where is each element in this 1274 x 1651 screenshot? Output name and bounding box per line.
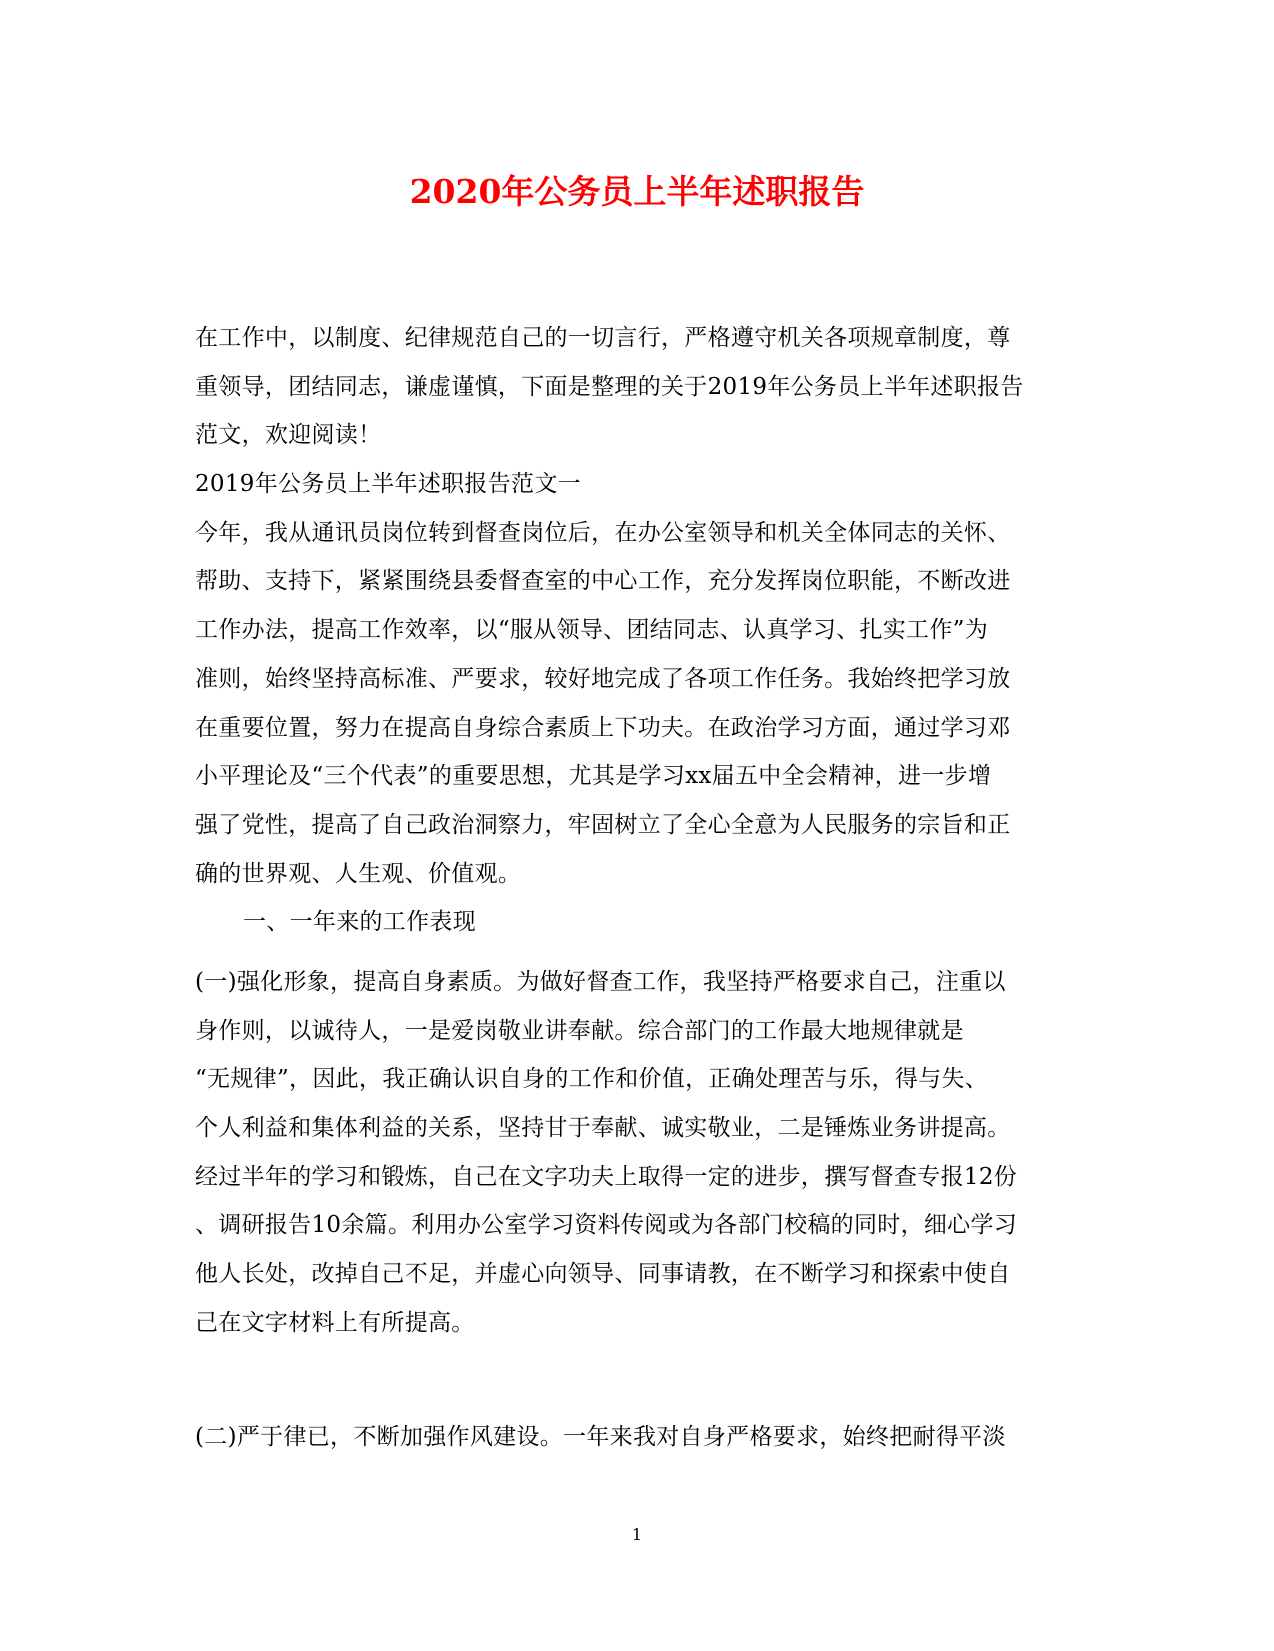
text-line: 工作办法，提高工作效率，以“服从领导、团结同志、认真学习、扎实工作”为 [195, 617, 989, 644]
text-line: (二)严于律已，不断加强作风建设。一年来我对自身严格要求，始终把耐得平淡 [195, 1424, 1006, 1450]
text-line: “无规律”，因此，我正确认识自身的工作和价值，正确处理苦与乐，得与失、 [195, 1066, 989, 1093]
text-line: 重领导，团结同志，谦虚谨慎，下面是整理的关于2019年公务员上半年述职报告 [195, 373, 1024, 400]
text-line: 他人长处，改掉自己不足，并虚心向领导、同事请教，在不断学习和探索中使自 [195, 1261, 1011, 1288]
paragraph-section-2 [195, 1413, 1075, 1462]
text-line: 个人利益和集体利益的关系，坚持甘于奉献、诚实敬业，二是锤炼业务讲提高。 [195, 1115, 1011, 1142]
document-title: 2020年公务员上半年述职报告 [409, 172, 865, 211]
page-number: 1 [631, 1525, 643, 1544]
text-line: 己在文字材料上有所提高。 [195, 1309, 475, 1336]
text-line: 在工作中，以制度、纪律规范自己的一切言行，严格遵守机关各项规章制度，尊 [195, 325, 1011, 351]
text-line: 在重要位置，努力在提高自身综合素质上下功夫。在政治学习方面，通过学习邓 [195, 714, 1011, 741]
text-line: (一)强化形象，提高自身素质。为做好督查工作，我坚持严格要求自己，注重以 [195, 969, 1006, 995]
subheading: 一、一年来的工作表现 [243, 909, 476, 936]
text-line: 准则，始终坚持高标准、严要求，较好地完成了各项工作任务。我始终把学习放 [195, 665, 1011, 692]
paragraph-section-1 [195, 958, 1075, 1348]
intro-paragraph [195, 314, 1075, 947]
text-line: 经过半年的学习和锻炼，自己在文字功夫上取得一定的进步，撰写督查专报12份 [195, 1163, 1018, 1190]
section-heading: 2019年公务员上半年述职报告范文一 [195, 471, 581, 498]
text-line: 帮助、支持下，紧紧围绕县委督查室的中心工作，充分发挥岗位职能，不断改进 [195, 568, 1011, 595]
text-line: 强了党性，提高了自己政治洞察力，牢固树立了全心全意为人民服务的宗旨和正 [195, 811, 1011, 838]
text-line: 今年，我从通讯员岗位转到督查岗位后，在办公室领导和机关全体同志的关怀、 [195, 519, 1011, 546]
text-line: 身作则，以诚待人，一是爱岗敬业讲奉献。综合部门的工作最大地规律就是 [195, 1017, 964, 1044]
text-line: 范文，欢迎阅读！ [195, 422, 382, 449]
text-line: 确的世界观、人生观、价值观。 [195, 860, 522, 887]
text-line: 小平理论及“三个代表”的重要思想，尤其是学习xx届五中全会精神，进一步增 [195, 763, 992, 790]
text-line: 、调研报告10余篇。利用办公室学习资料传阅或为各部门校稿的同时，细心学习 [195, 1212, 1018, 1239]
